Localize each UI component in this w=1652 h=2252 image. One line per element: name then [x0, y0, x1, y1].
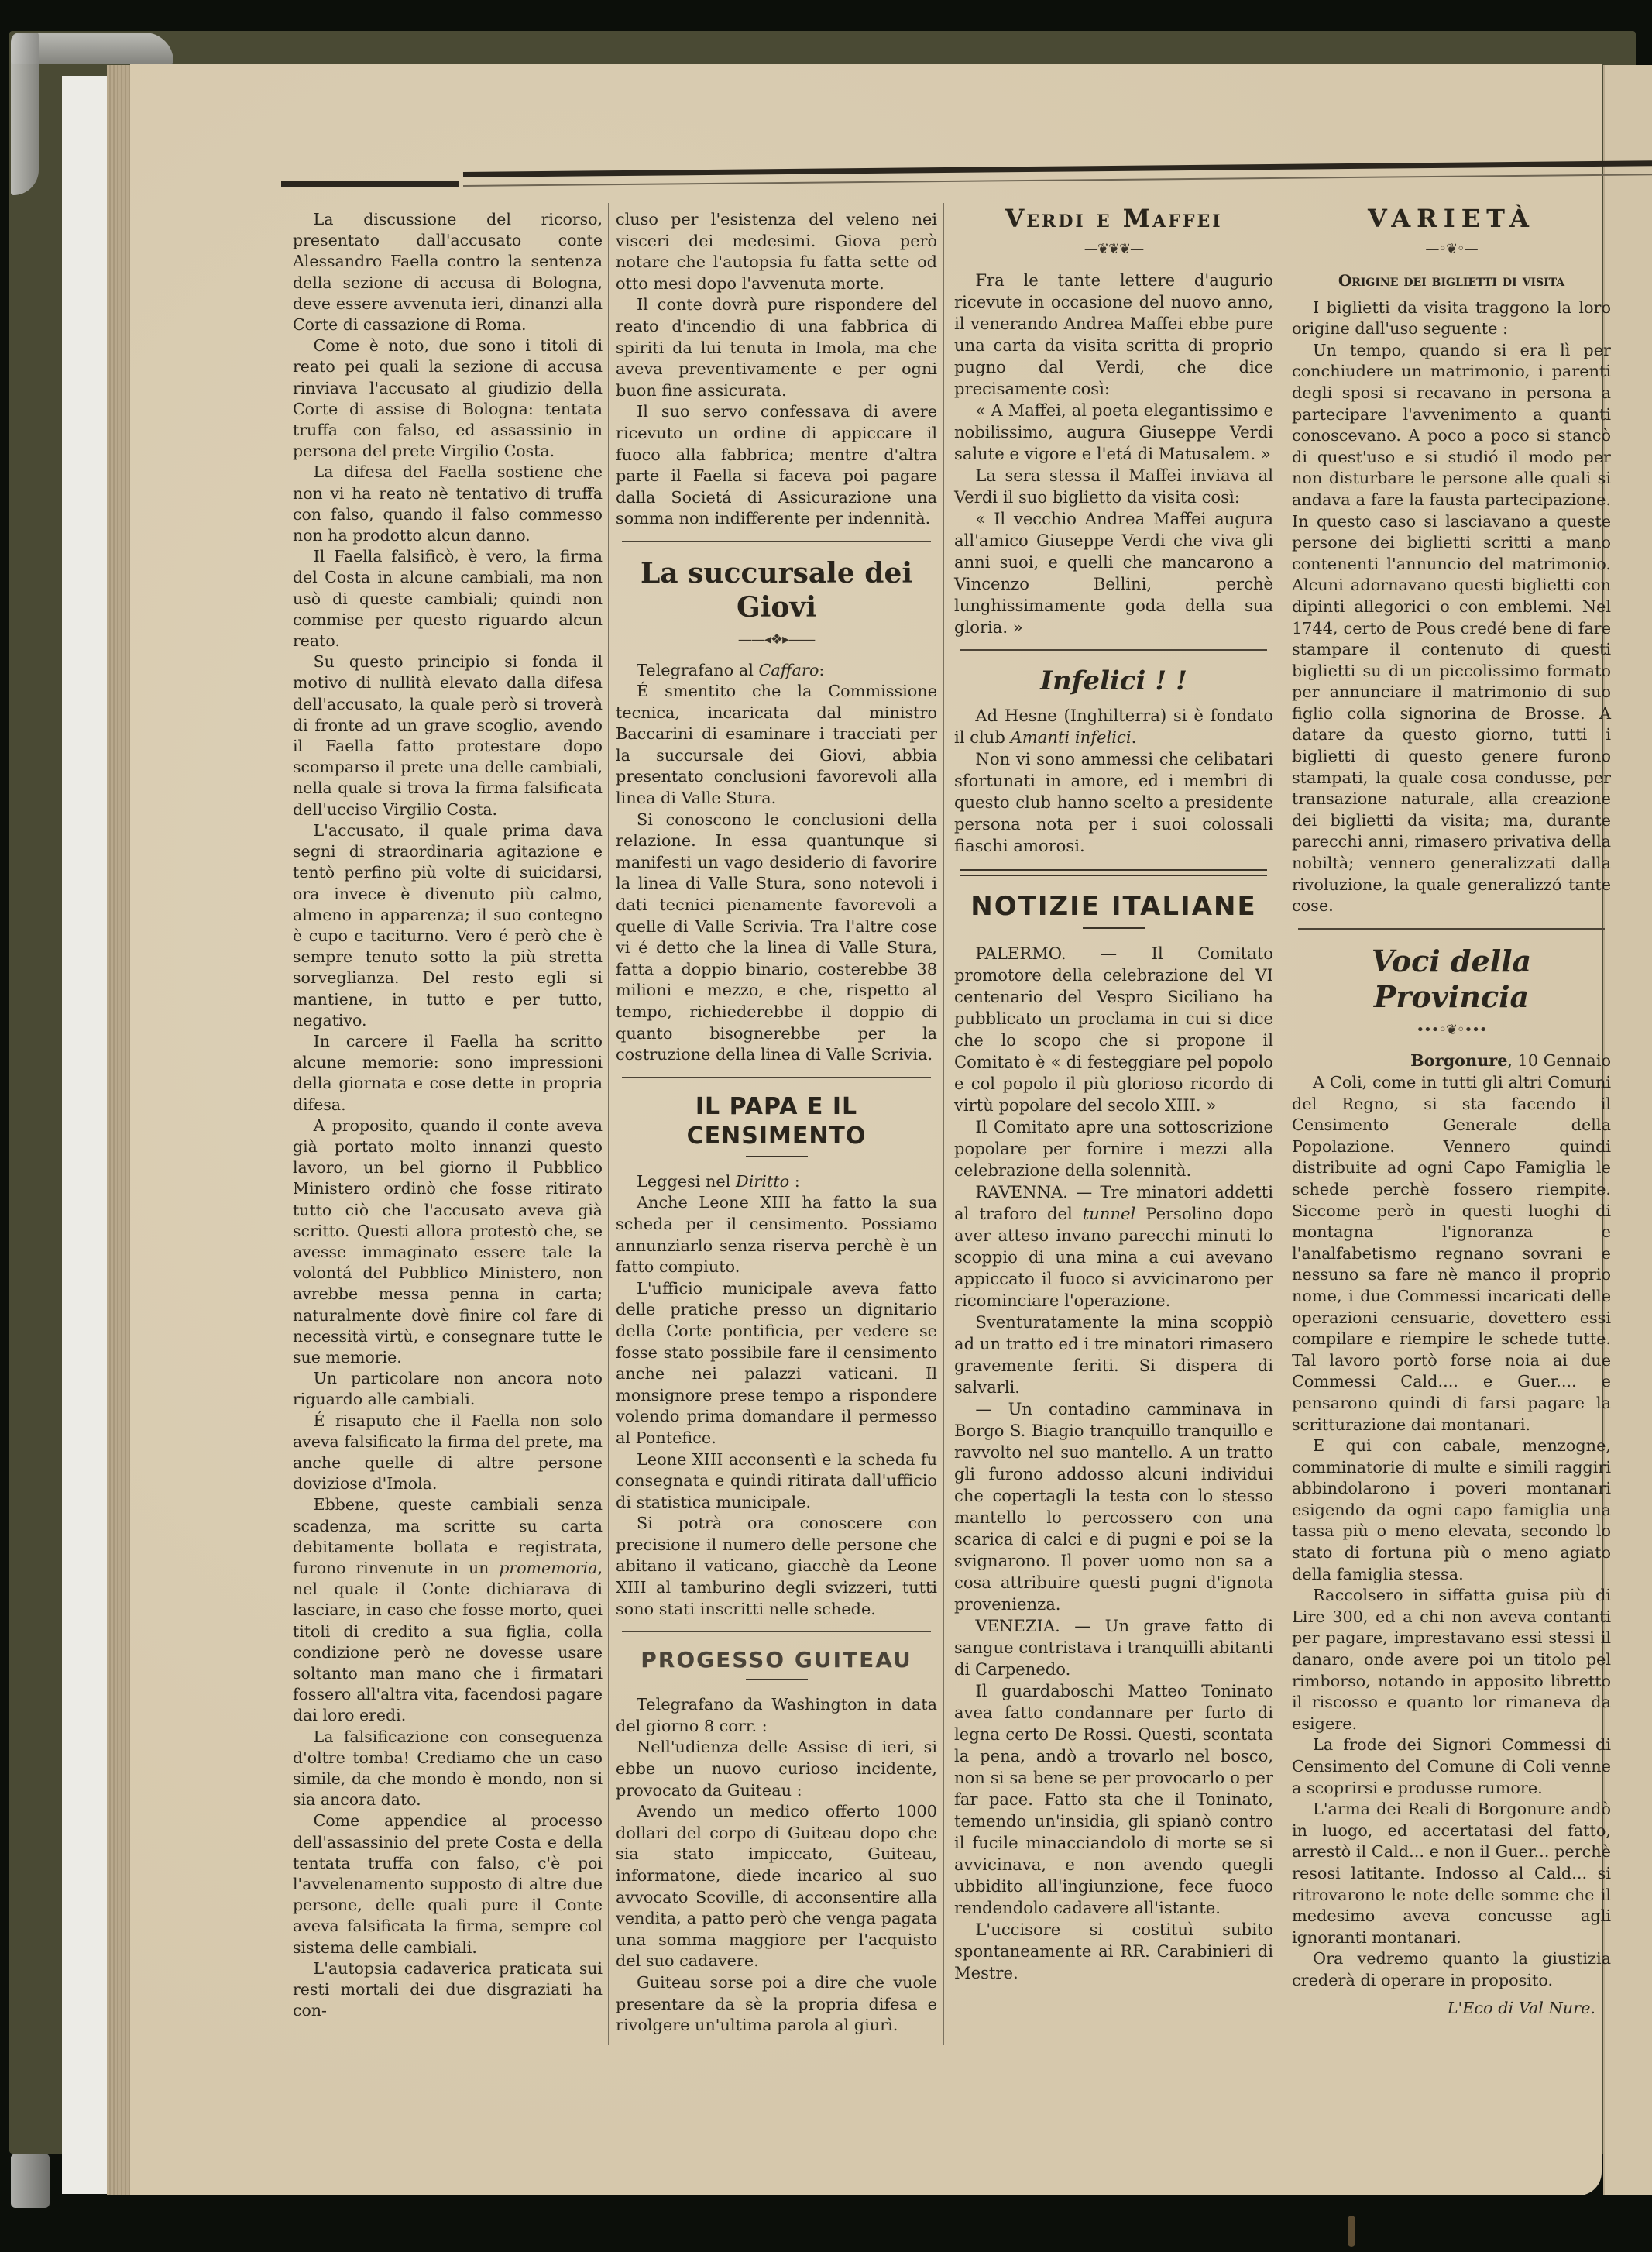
paragraph: La sera stessa il Maffei inviava al Verdi il suo biglietto da visita così:	[954, 466, 1273, 507]
italic-text: Diritto	[735, 1171, 790, 1191]
paragraph: Sventuratamente la mina scoppiò ad un tratto ed i tre minatori rimasero gravemente feriti. Si dispera di salvarli.	[954, 1312, 1273, 1397]
paragraph	[293, 1494, 603, 1726]
italic-text: Caffaro	[758, 660, 819, 679]
column-1	[293, 209, 603, 2021]
paragraph: cluso per l'esistenza del veleno nei visceri dei medesimi. Giova però notare che l'autopsia fu fatta sette od otto mesi dopo l'avvenuta morte.	[616, 210, 937, 293]
paragraph: L'ufficio municipale aveva fatto delle pratiche presso un dignitario della Corte pontificia, per vedere se fosse stato possibile fare il censimento anche nei palazzi vaticani. Il monsignore prese tempo a rispondere volendo prima domandare il permesso al Pontefice.	[616, 1278, 937, 1447]
headline-notizie-italiane: NOTIZIE ITALIANE	[970, 891, 1257, 922]
paragraph: — Un contadino camminava in Borgo S. Biagio tranquillo tranquillo e ravvolto nel suo mantello. A un tratto gli furono addosso alcuni individui che copertagli la testa con lo stesso mantello lo percossero con una scarica di calci e di pugni e poi se la svignarono. Il pover uomo non sa a cosa attribuire questi pugni d'ignota provenienza.	[954, 1399, 1273, 1614]
paragraph: Il guardaboschi Matteo Toninato avea fatto condannare per furto di legna certo De Rossi. Questi, scontata la pena, andò a trovarlo nel bosco, non si sa bene se per provocarlo o per far pace. Fatto sta che il Toninato, temendo un'insidia, gli spianò contro il fucile minacciandolo di morte se si avvicinava, e non avendo quegli ubbidito all'ingiunzione, fece fuoco rendendolo cadavere all'istante.	[954, 1681, 1273, 1917]
column-3	[954, 203, 1273, 1984]
paragraph: Telegrafano da Washington in data del giorno 8 corr. :	[616, 1695, 937, 1735]
paper-stain	[1348, 2216, 1355, 2247]
paragraph: Come appendice al processo dell'assassinio del prete Costa e della tentata truffa con falso, c'è poi l'avvelenamento supposto di altre due persone, delle quali pure il Conte aveva falsificata la firma, sempre col sistema delle cambiali.	[293, 1811, 603, 1957]
paragraph: L'accusato, il quale prima dava segni di straordinaria agitazione e tentò perfino più volte di suicidarsi, ora invece è divenuto più calmo, almeno in apparenza; il suo contegno è cupo e taciturno. Vero é però che è sempre tenuto sotto la più stretta sorveglianza. Del resto egli si mantiene, in tutto e per tutto, negativo.	[293, 820, 603, 1030]
backing-sheet	[62, 76, 107, 2194]
column-2	[616, 209, 937, 2037]
text: :	[819, 660, 825, 679]
paragraph	[954, 705, 1273, 748]
headline-guiteau: PROGESSO GUITEAU	[641, 1647, 912, 1673]
paragraph: « Il vecchio Andrea Maffei augura all'amico Giuseppe Verdi che viva gli anni suoi, e quelli che mancarono a Vincenzo Bellini, perchè lunghissimamente goda della sua gloria. »	[954, 509, 1273, 637]
section-rule	[960, 649, 1267, 651]
paragraph: Ora vedremo quanto la giustizia crederà di operare in proposito.	[1292, 1949, 1611, 1989]
dateline	[1292, 1050, 1611, 1072]
paragraph: « A Maffei, al poeta elegantissimo e nobilissimo, augura Giuseppe Verdi salute e vigore e l'etá di Matusalem. »	[954, 401, 1273, 463]
paragraph: A proposito, quando il conte aveva già portato molto innanzi questo lavoro, un bel giorno il Pubblico Ministero ordinò che fosse ritirato tutto ciò che l'accusato aveva già scritto. Questi allora protestò che, se avesse immaginato essere tale la volontá del Pubblico Ministero, non avrebbe messa penna in carta; naturalmente dovè finire col fare di necessità virtù, e consegnare tutte le sue memorie.	[293, 1116, 603, 1367]
paragraph: Un tempo, quando si era lì per conchiudere un matrimonio, i parenti degli sposi si recavano in persona a partecipare l'avvenimento a quanti conoscevano. A poco a poco si stancò di quest'uso e si studió il modo per non disturbare le persone alle quali si andava a fare la fausta partecipazione. In questo caso si lasciavano a queste persone dei biglietti scritti a mano contenenti l'annuncio del matrimonio. Alcuni adornavano questi biglietti con dipinti allegorici o con emblemi. Nel 1744, certo de Pous credé bene di fare stampare il contenuto di questi biglietti su di un piccolissimo formato per annunciare il matrimonio di suo figlio colla signorina de Brosse. A datare da questo giorno, tutti i biglietti di questo genere furono stampati, la quale cosa condusse, per transazione naturale, alla creazione dei biglietti da visita; ma, durante parecchi anni, rimasero privativa della nobiltà; vennero generalizzati dalla rivoluzione, la quale generalizzó tante cose.	[1292, 340, 1611, 916]
short-rule	[746, 1156, 808, 1157]
paragraph: In carcere il Faella ha scritto alcune memorie: sono impressioni della giornata e cose dette in propria difesa.	[293, 1031, 603, 1114]
ornament-divider: •••◦❦◦•••	[1416, 1021, 1487, 1038]
column-4	[1292, 203, 1611, 2019]
paragraph: É risaputo che il Faella non solo aveva falsificato la firma del prete, ma anche quelle di altre persone doviziose d'Imola.	[293, 1411, 603, 1494]
dateline-date: , 10 Gennaio	[1507, 1051, 1611, 1071]
paragraph: Avendo un medico offerto 1000 dollari del corpo di Guiteau dopo che sia stato impiccato, Guiteau, informatone, diede incarico al suo avvocato Scoville, di acconsentire alla vendita, a patto però che venga pagata una somma maggiore per l'acquisto del suo cadavere.	[616, 1802, 937, 1971]
paragraph: I biglietti da visita traggono la loro origine dall'uso seguente :	[1292, 297, 1611, 339]
paragraph: Nell'udienza delle Assise di ieri, si ebbe un nuovo curioso incidente, provocato da Guiteau :	[616, 1738, 937, 1800]
paragraph: Si potrà ora conoscere con precisione il numero delle persone che abitano il vaticano, giacchè da Leone XIII al tamburino degli svizzeri, tutti sono stati inscritti nelle schede.	[616, 1514, 937, 1618]
headline-infelici: Infelici ! !	[1040, 665, 1187, 696]
paragraph: Come è noto, due sono i titoli di reato pei quali la sezione di accusa rinviava l'accusato al giudizio della Corte di assise di Bologna: tentata truffa con falso, ed assassinio in persona del prete Virgilio Costa.	[293, 336, 603, 461]
ornament-divider: ——◂❖▸——	[737, 631, 816, 648]
text: Persolino dopo aver atteso invano parecchi minuti lo scoppio di una mina a cui avevano appiccato il fuoco si avvicinarono per ricominciare l'operazione.	[954, 1204, 1273, 1310]
section-rule-double	[960, 869, 1267, 876]
headline-varieta: VARIETÀ	[1367, 204, 1535, 233]
paragraph: VENEZIA. — Un grave fatto di sangue contristava i tranquilli abitanti di Carpenedo.	[954, 1616, 1273, 1679]
text: :	[789, 1171, 800, 1191]
paragraph: Anche Leone XIII ha fatto la sua scheda per il censimento. Possiamo annunziarlo senza riserva perchè è un fatto compiuto.	[616, 1193, 937, 1277]
italic-text: promemoria	[499, 1559, 598, 1577]
header-rule-left	[281, 181, 459, 187]
paragraph: Su questo principio si fonda il motivo di nullità elevato dalla difesa dell'accusato, la quale però si troverà di fronte ad un grave scoglio, avendo il Faella fatto protestare dopo scomparso il prete una delle cambiali, nella quale si trova la firma falsificata dell'ucciso Virgilio Costa.	[293, 652, 603, 819]
text: .	[1131, 727, 1137, 747]
paragraph	[616, 1171, 937, 1193]
dateline-place: Borgonure	[1410, 1050, 1508, 1071]
paragraph: La falsificazione con conseguenza d'oltre tomba! Crediamo che un caso simile, da che mondo è mondo, non si sia ancora dato.	[293, 1727, 603, 1810]
column-separator-2	[943, 203, 944, 2045]
paragraph: Il Faella falsificò, è vero, la firma del Costa in alcune cambiali, ma non usò di queste cambiali; quindi non commise per questo riguardo alcun reato.	[293, 547, 603, 651]
paragraph: L'arma dei Reali di Borgonure andò in luogo, ed accertatasi del fatto, arrestò il Cald... e non il Guer... perchè resosi latitante. Indosso al Cald... si ritrovarono le note delle somme che il medesimo aveva concusse agli ignoranti montanari.	[1292, 1800, 1611, 1947]
paragraph: Non vi sono ammessi che celibatari sfortunati in amore, ed i membri di questo club hanno scelto a presidente persona nota per i suoi colossali fiaschi amorosi.	[954, 749, 1273, 855]
text: Leggesi nel	[637, 1171, 736, 1191]
source-attribution: L'Eco di Val Nure.	[1447, 1998, 1595, 2017]
article-faella	[293, 209, 603, 2021]
column-separator-1	[608, 203, 609, 2045]
paragraph: L'autopsia cadaverica praticata sui resti mortali dei due disgraziati ha con-	[293, 1958, 603, 2020]
paragraph: Il conte dovrà pure rispondere del reato d'incendio di una fabbrica di spiriti da lui tenuta in Imola, ma che aveva preventivamente e per ogni buon fine assicurata.	[616, 295, 937, 400]
paragraph: La frode dei Signori Commessi di Censimento del Comune di Coli venne a scoprirsi e produsse rumore.	[1292, 1735, 1611, 1797]
headline-giovi: La succursale dei Giovi	[640, 556, 913, 624]
headline-voci-provincia: Voci della Provincia	[1371, 943, 1532, 1014]
italic-text: tunnel	[1082, 1204, 1136, 1223]
italic-text: Amanti infelici	[1010, 727, 1132, 747]
binder-corner-bottom	[11, 2154, 50, 2208]
paragraph: Il Comitato apre una sottoscrizione popolare per fornire i mezzi alla celebrazione della solennità.	[954, 1117, 1273, 1180]
short-rule	[746, 1679, 808, 1680]
text: Ad Hesne (Inghilterra) si è fondato il club	[954, 706, 1273, 747]
headline-verdi-maffei: Verdi e Maffei	[1005, 204, 1223, 233]
paragraph: Leone XIII acconsentì e la scheda fu consegnata e quindi ritirata dall'ufficio di statistica municipale.	[616, 1449, 937, 1511]
paragraph: PALERMO. — Il Comitato promotore della celebrazione del VI centenario del Vespro Siciliano ha pubblicato un proclama in cui si dice che lo scopo che si propone il Comitato è « di festeggiare pel popolo e col popolo il più glorioso ricordo di virtù popolare del secolo XIII. »	[954, 944, 1273, 1115]
section-rule	[1298, 928, 1605, 930]
ornament-divider: —❦❦❦—	[1084, 241, 1144, 257]
paragraph: La discussione del ricorso, presentato dall'accusato conte Alessandro Faella contro la sentenza della sezione di accusa di Bologna, deve essere avvenuta ieri, dinanzi alla Corte di cassazione di Roma.	[293, 210, 603, 335]
paragraph: Fra le tante lettere d'augurio ricevute in occasione del nuovo anno, il venerando Andrea Maffei ebbe pure una carta da visita scritta di proprio pugno dal Verdi, che dice precisamente così:	[954, 270, 1273, 398]
paragraph: Guiteau sorse poi a dire che vuole presentare da sè la propria difesa e rivolgere un'ultima parola al giurì.	[616, 1972, 937, 2035]
ornament-divider: —◦❦◦—	[1425, 241, 1478, 257]
paragraph: A Coli, come in tutti gli altri Comuni del Regno, si sta facendo il Censimento Generale della Popolazione. Vennero quindi distribuite ad ogni Capo Famiglia le schede perchè fossero riempite. Siccome però in questi luoghi di montagna l'ignoranza e l'analfabetismo regnano sovrani e nessuno sa fare nè manco il proprio nome, i due Commessi incaricati delle operazioni censuarie, dovettero essi compilare e riempire le schede tutte. Tal lavoro portò forse noia ai due Commessi Cald.... e Guer.... e pensarono quindi di farsi pagare la scritturazione dai montanari.	[1292, 1073, 1611, 1434]
paragraph: Si conoscono le conclusioni della relazione. In essa quantunque si manifesti un vago desiderio di favorire la linea di Valle Stura, sono notevoli i dati tecnici pienamente favorevoli a quelle di Valle Scrivia. Tra l'altre cose vi é detto che la linea di Valle Stura, fatta a doppio binario, costerebbe 38 milioni e mezzo, e che, rispetto al tempo, richiederebbe il doppio di quanto bisognerebbe per la costruzione della linea di Valle Scrivia.	[616, 810, 937, 1064]
paragraph: Raccolsero in siffatta guisa più di Lire 300, ed a chi non aveva contanti per pagare, imprestavano essi stessi il danaro, onde avere poi un titolo pel rimborso, notando in apposito libretto il riscosso e quanto lor rimaneva da esigere.	[1292, 1586, 1611, 1733]
text: , nel quale il Conte dichiarava di lasciare, in caso che fosse morto, quei titoli di credito a sua figlia, colla condizione però ne dovesse usare soltanto man mano che i firmatari fossero all'altra vita, facendosi pagare dai loro eredi.	[293, 1559, 603, 1725]
text: RAVENNA. — Tre minatori addetti al traforo del	[954, 1182, 1273, 1223]
paragraph: É smentito che la Commissione tecnica, incaricata dal ministro Baccarini di esaminare i tracciati per la succursale dei Giovi, abbia presentato conclusioni favorevoli alla linea di Valle Stura.	[616, 682, 937, 808]
paragraph: L'uccisore si costituì subito spontaneamente ai RR. Carabinieri di Mestre.	[954, 1920, 1273, 1982]
subheadline-origine: Origine dei biglietti di visita	[1338, 270, 1565, 290]
paragraph	[954, 1181, 1273, 1312]
binder-corner-left	[11, 33, 39, 195]
paragraph: Il suo servo confessava di avere ricevuto un ordine di appiccare il fuoco alla fabbrica; mentre d'altra parte il Faella si faceva poi pagare dalla Societá di Assicurazione una somma non indifferente per indennità.	[616, 402, 937, 528]
headline-papa: IL PAPA E IL CENSIMENTO	[686, 1092, 867, 1150]
section-rule	[622, 1631, 931, 1632]
paragraph: Un particolare non ancora noto riguardo alle cambiali.	[293, 1369, 603, 1409]
section-rule	[622, 541, 931, 542]
section-rule	[622, 1077, 931, 1078]
short-rule	[1083, 927, 1145, 929]
text: Ebbene, queste cambiali senza scadenza, ma scritte su carta debitamente bollata e registrata, furono rinvenute in un	[293, 1495, 603, 1577]
paragraph: La difesa del Faella sostiene che non vi ha reato nè tentativo di truffa con falso, quando il falso commesso non ha prodotto alcun danno.	[293, 462, 603, 545]
paragraph: E qui con cabale, menzogne, comminatorie di multe e simili raggiri abbindolarono i poveri montanari esigendo da ogni capo famiglia una tassa più o meno elevata, secondo lo stato di fortuna più o meno agiato della famiglia stessa.	[1292, 1436, 1611, 1583]
text: Telegrafano al	[637, 660, 759, 679]
paragraph	[616, 660, 937, 682]
